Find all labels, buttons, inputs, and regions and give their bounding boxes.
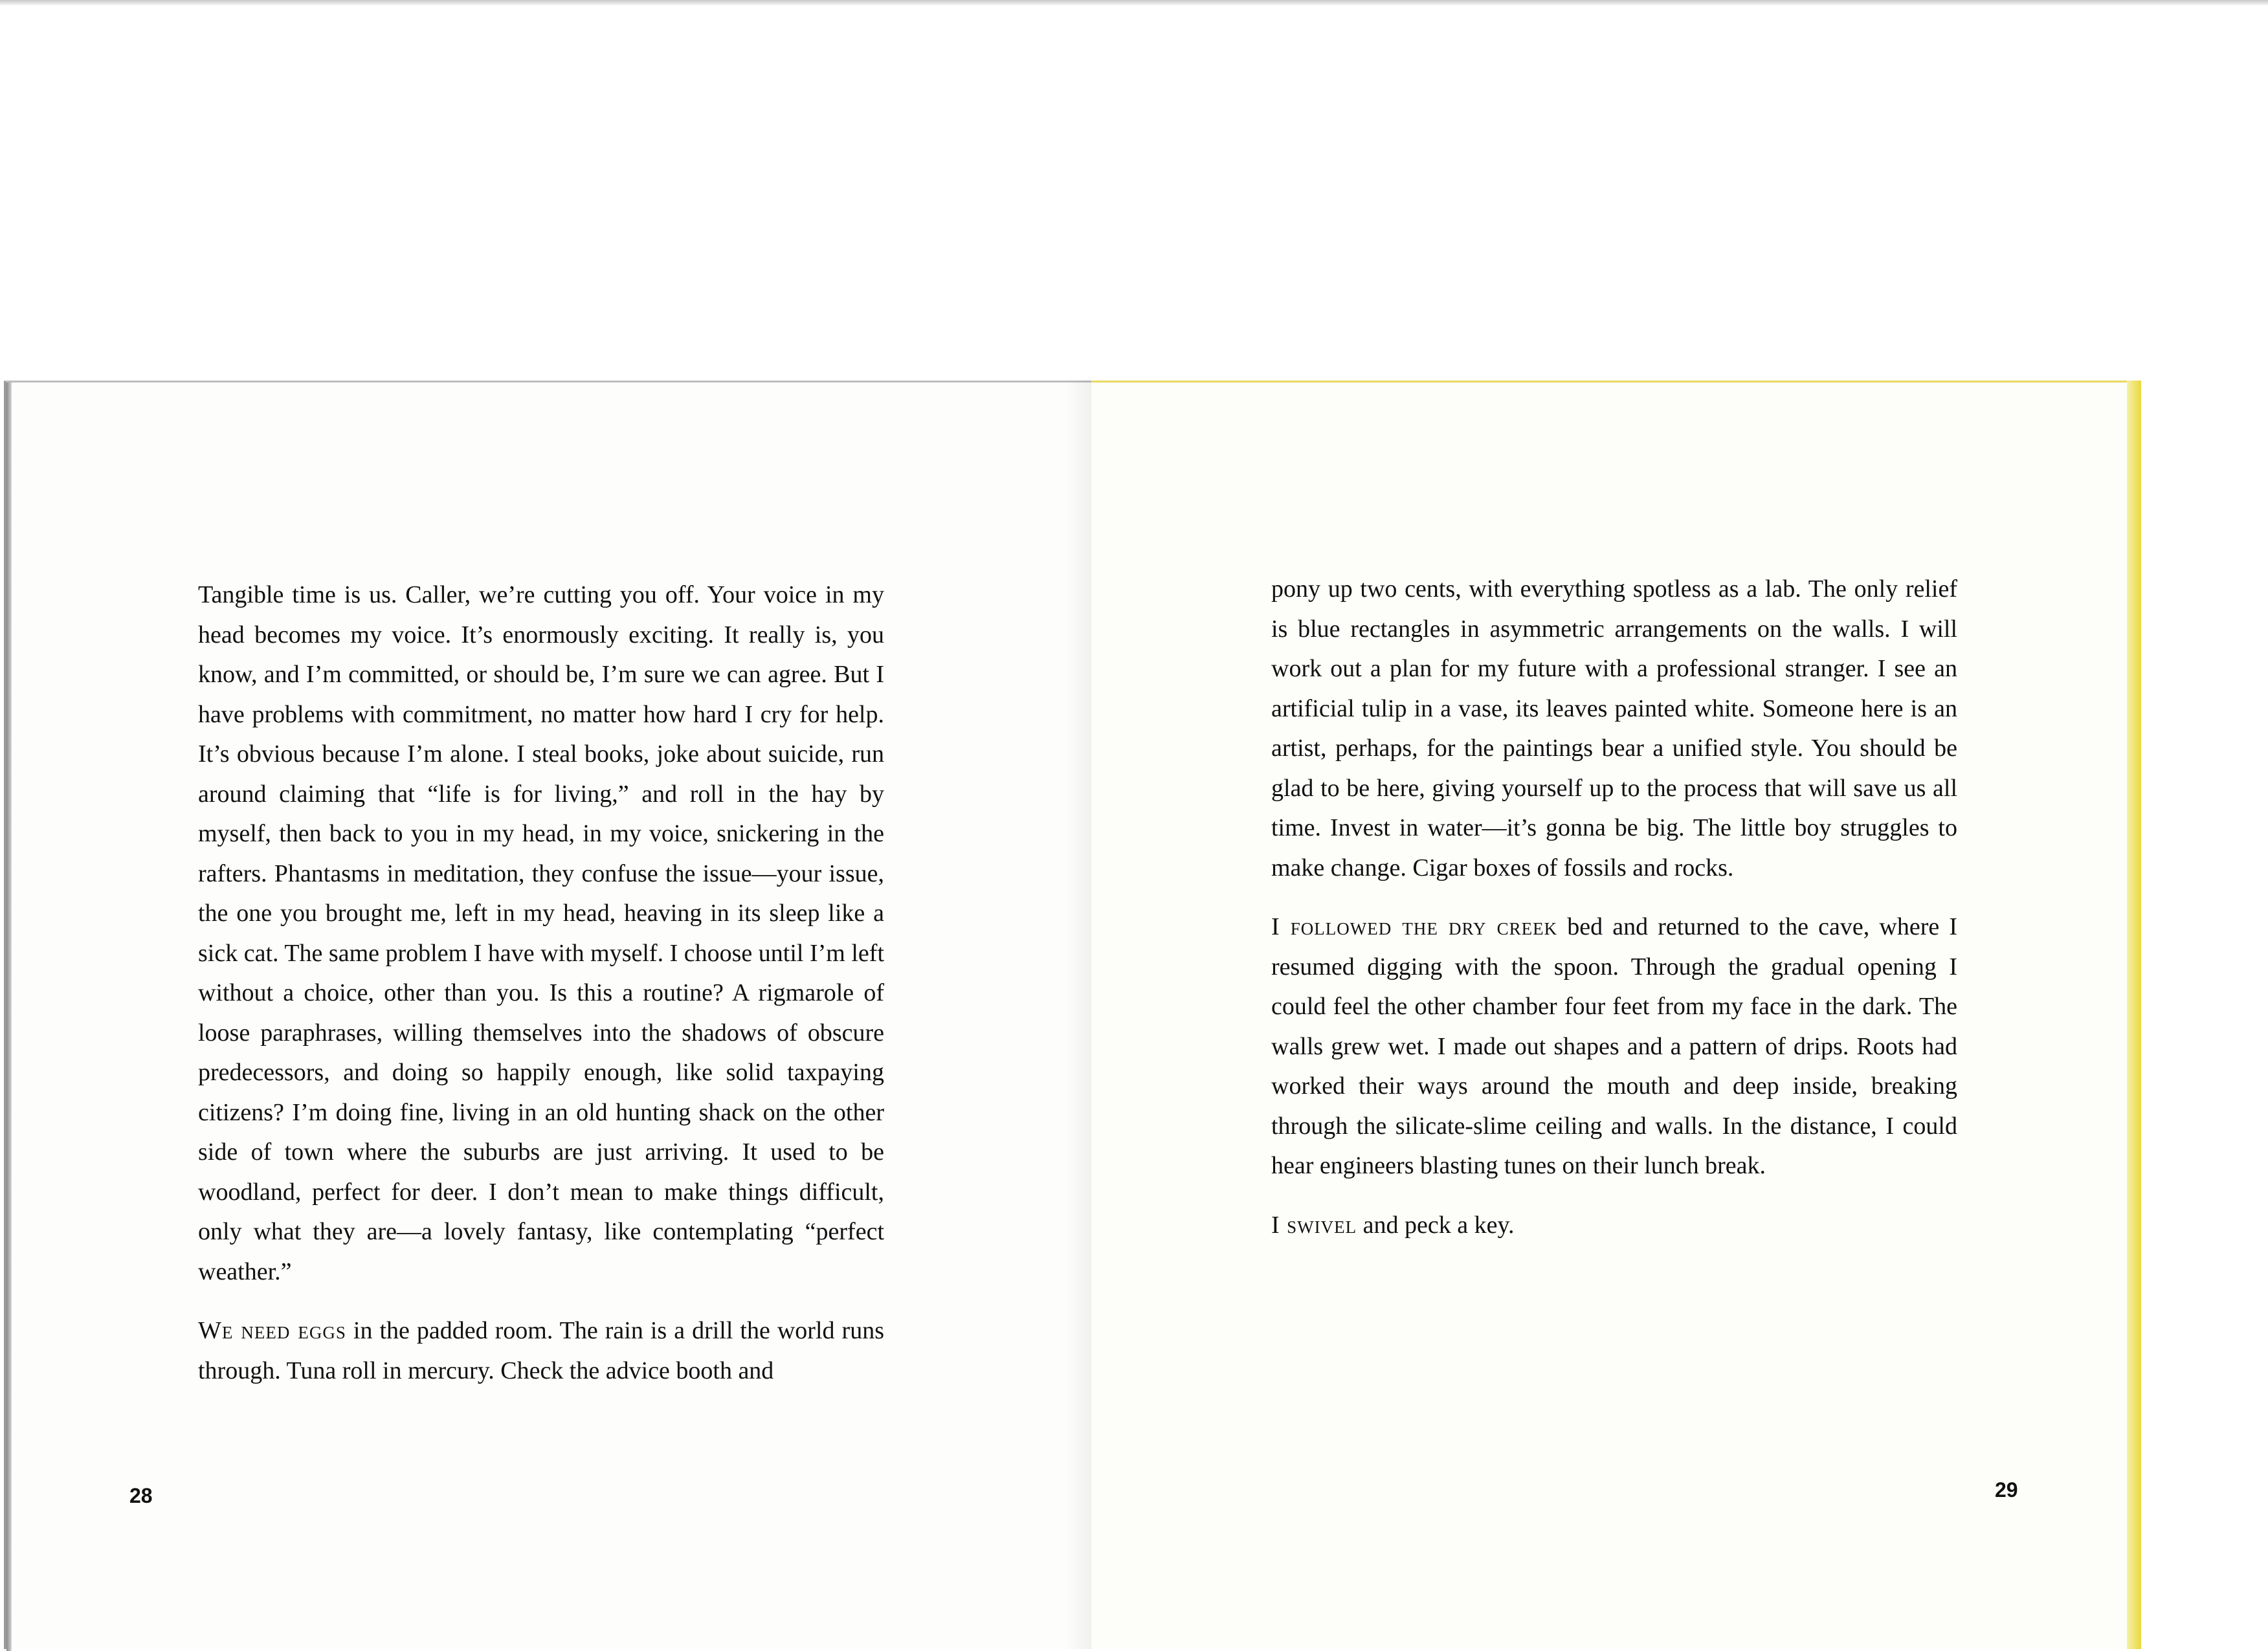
paragraph xyxy=(1271,907,1957,1186)
left-page-edge xyxy=(6,382,12,1651)
paragraph xyxy=(1271,570,1957,888)
paragraph xyxy=(198,575,884,1292)
paragraph-lead: We need eggs xyxy=(198,1317,346,1344)
paragraph-text: Tangible time is us. Caller, we’re cutting you off. Your voice in my head becomes my voice. It’s enormously exciting. It really is, you know, and I’m committed, or should be, I’m sure we can agree. But I have problems with commitment, no matter how hard I cry for help. It’s obvious because I’m alone. I steal books, joke about suicide, run around claiming that “life is for living,” and roll in the hay by myself, then back to you in my head, in my voice, snickering in the rafters. Phantasms in meditation, they confuse the issue—your issue, the one you brought me, left in my head, heaving in its sleep like a sick cat. The same problem I have with myself. I choose until I’m left without a choice, other than you. Is this a routine? A rigmarole of loose paraphrases, willing themselves into the shadows of obscure predecessors, and doing so happily enough, like solid taxpaying citizens? I’m doing fine, living in an old hunting shack on the other side of town where the suburbs are just arriving. It used to be woodland, perfect for deer. I don’t mean to make things difficult, only what they are—a lovely fantasy, like contemplating “perfect weather.” xyxy=(198,581,884,1285)
scan-top-edge xyxy=(0,0,2268,5)
left-page xyxy=(4,381,1091,1649)
right-page-edge xyxy=(2127,381,2141,1649)
paragraph-text: pony up two cents, with everything spotless as a lab. The only relief is blue rectangles in asymmetric arrangements on the walls. I will work out a plan for my future with a professional stranger. I see an artificial tulip in a vase, its leaves painted white. Someone here is an artist, perhaps, for the paintings bear a unified style. You should be glad to be here, giving yourself up to the process that will save us all time. Invest in water—it’s gonna be big. The little boy struggles to make change. Cigar boxes of fossils and rocks. xyxy=(1271,575,1957,881)
paragraph xyxy=(1271,1206,1957,1246)
book-spread xyxy=(4,381,2140,1649)
paragraph-text: in the padded room. The rain is a drill the world runs through. Tuna roll in mercury. Check the advice booth and xyxy=(198,1317,884,1384)
paragraph-text: bed and returned to the cave, where I resumed digging with the spoon. Through the gradual opening I could feel the other chamber four feet from my face in the dark. The walls grew wet. I made out shapes and a pattern of drips. Roots had worked their ways around the mouth and deep inside, breaking through the silicate-slime ceiling and walls. In the distance, I could hear engineers blasting tunes on their lunch break. xyxy=(1271,913,1957,1179)
paragraph xyxy=(198,1311,884,1391)
paragraph-lead: I followed the dry creek xyxy=(1271,913,1558,940)
paragraph-text: and peck a key. xyxy=(1357,1211,1515,1239)
left-page-text xyxy=(198,575,884,1391)
paragraph-lead: I swivel xyxy=(1271,1211,1357,1239)
page-number-right: 29 xyxy=(1995,1478,2018,1501)
right-page-text xyxy=(1271,570,1957,1245)
page-number-left: 28 xyxy=(129,1484,153,1507)
